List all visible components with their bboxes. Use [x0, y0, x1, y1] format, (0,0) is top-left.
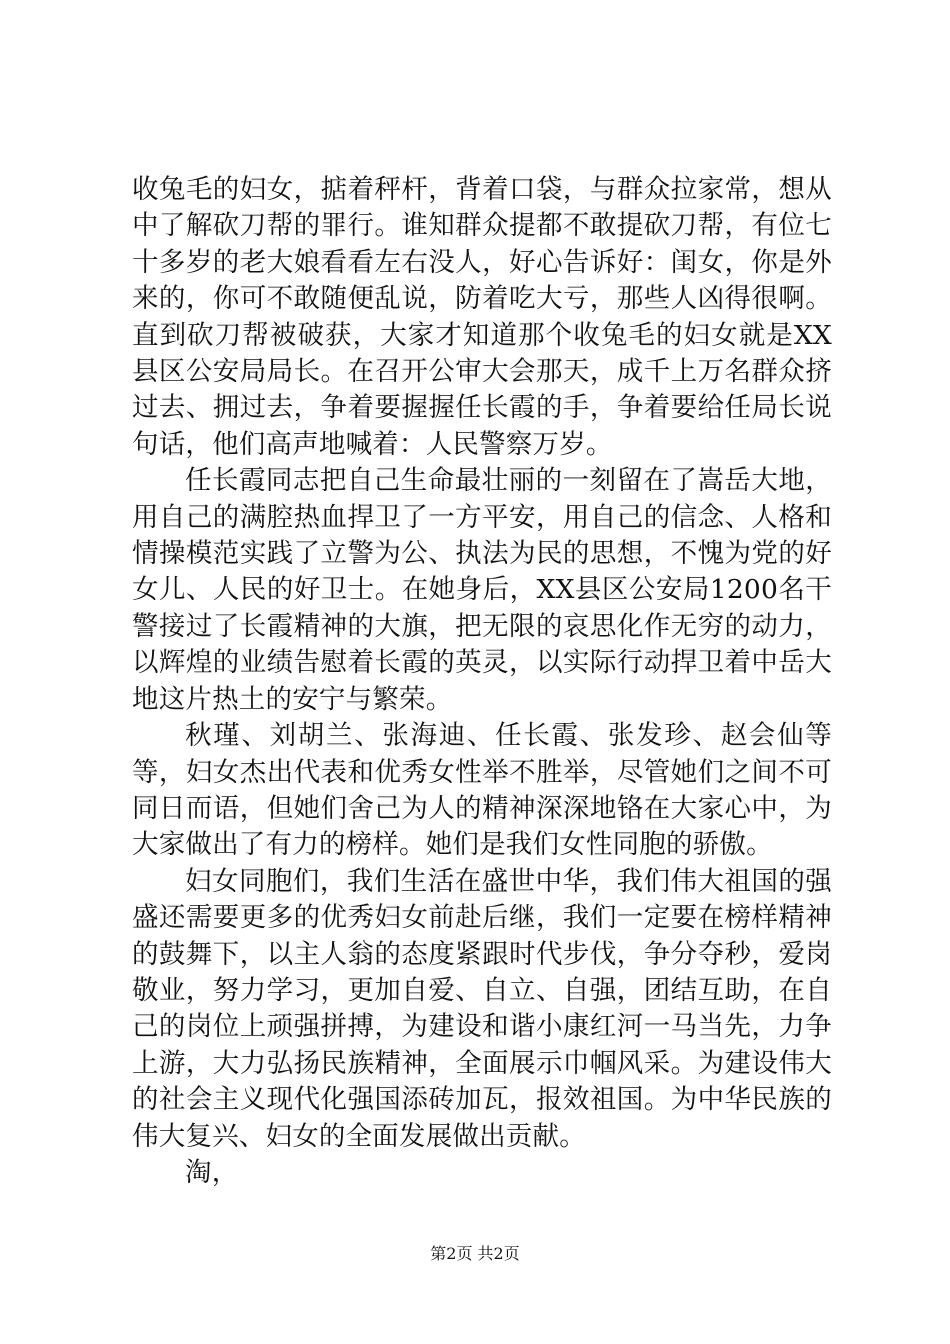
document-body	[132, 172, 832, 1191]
paragraph-2: 任长霞同志把自己生命最壮丽的一刻留在了嵩岳大地，用自己的满腔热血捍卫了一方平安，用自己的信念、人格和情操模范实践了立警为公、执法为民的思想，不愧为党的好女儿、人民的好卫士。在她身后，XX县区公安局1200名干警接过了长霞精神的大旗，把无限的哀思化作无穷的动力，以辉煌的业绩告慰着长霞的英灵，以实际行动捍卫着中岳大地这片热土的安宁与繁荣。	[132, 465, 832, 715]
paragraph-3: 秋瑾、刘胡兰、张海迪、任长霞、张发珍、赵会仙等等，妇女杰出代表和优秀女性举不胜举，尽管她们之间不可同日而语，但她们舍己为人的精神深深地铬在大家心中，为大家做出了有力的榜样。她们是我们女性同胞的骄傲。	[132, 720, 832, 861]
page-footer: 第2页 共2页	[430, 1244, 520, 1263]
paragraph-1: 收兔毛的妇女，掂着秤杆，背着口袋，与群众拉家常，想从中了解砍刀帮的罪行。谁知群众提都不敢提砍刀帮，有位七十多岁的老大娘看看左右没人，好心告诉好：闺女，你是外来的，你可不敢随便乱说，防着吃大亏，那些人凶得很啊。直到砍刀帮被破获，大家才知道那个收兔毛的妇女就是XX县区公安局局长。在召开公审大会那天，成千上万名群众挤过去、拥过去，争着要握握任长霞的手，争着要给任局长说句话，他们高声地喊着：人民警察万岁。	[132, 174, 832, 460]
paragraph-5: 淘，	[185, 1156, 239, 1188]
paragraph-4: 妇女同胞们，我们生活在盛世中华，我们伟大祖国的强盛还需要更多的优秀妇女前赴后继，我们一定要在榜样精神的鼓舞下，以主人翁的态度紧跟时代步伐，争分夺秒，爱岗敬业，努力学习，更加自爱、自立、自强，团结互助，在自己的岗位上顽强拼搏，为建设和谐小康红河一马当先，力争上游，大力弘扬民族精神，全面展示巾帼风采。为建设伟大的社会主义现代化强国添砖加瓦，报效祖国。为中华民族的伟大复兴、妇女的全面发展做出贡献。	[132, 865, 832, 1152]
